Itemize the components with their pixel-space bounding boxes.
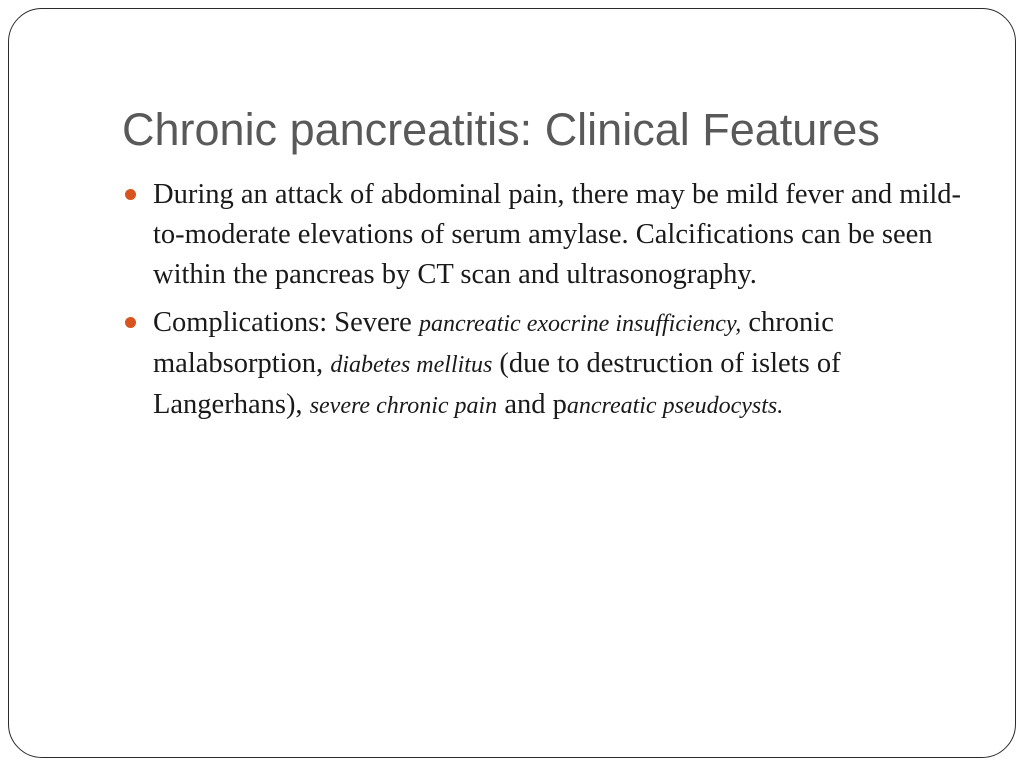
bullet-text-italic: diabetes mellitus — [330, 352, 493, 378]
bullet-dot-icon — [125, 317, 136, 328]
bullet-text-italic: severe chronic pain — [309, 393, 498, 419]
bullet-list — [125, 175, 975, 434]
bullet-text-segment: chronic malabsorption, — [153, 307, 834, 379]
bullet-text-segment: (due to destruction of islets of Langerhans), — [153, 348, 841, 420]
bullet-dot-icon — [125, 189, 136, 200]
bullet-text-italic: ancreatic pseudocysts. — [566, 393, 784, 419]
slide-title: Chronic pancreatitis: Clinical Features — [122, 104, 880, 155]
bullet-text-italic: pancreatic exocrine insufficiency, — [418, 311, 742, 337]
bullet-text-segment: Complications: Severe — [153, 307, 419, 338]
bullet-text-segment: and p — [497, 389, 567, 420]
bullet-text: During an attack of abdominal pain, there may be mild fever and mild-to-moderate elevations of serum amylase. Calcifications can be seen within the pancreas by CT scan and ultrasonography. — [153, 179, 962, 290]
slide-frame — [8, 8, 1016, 758]
bullet-item-clinical-findings — [125, 175, 975, 295]
bullet-item-complications — [125, 303, 975, 426]
